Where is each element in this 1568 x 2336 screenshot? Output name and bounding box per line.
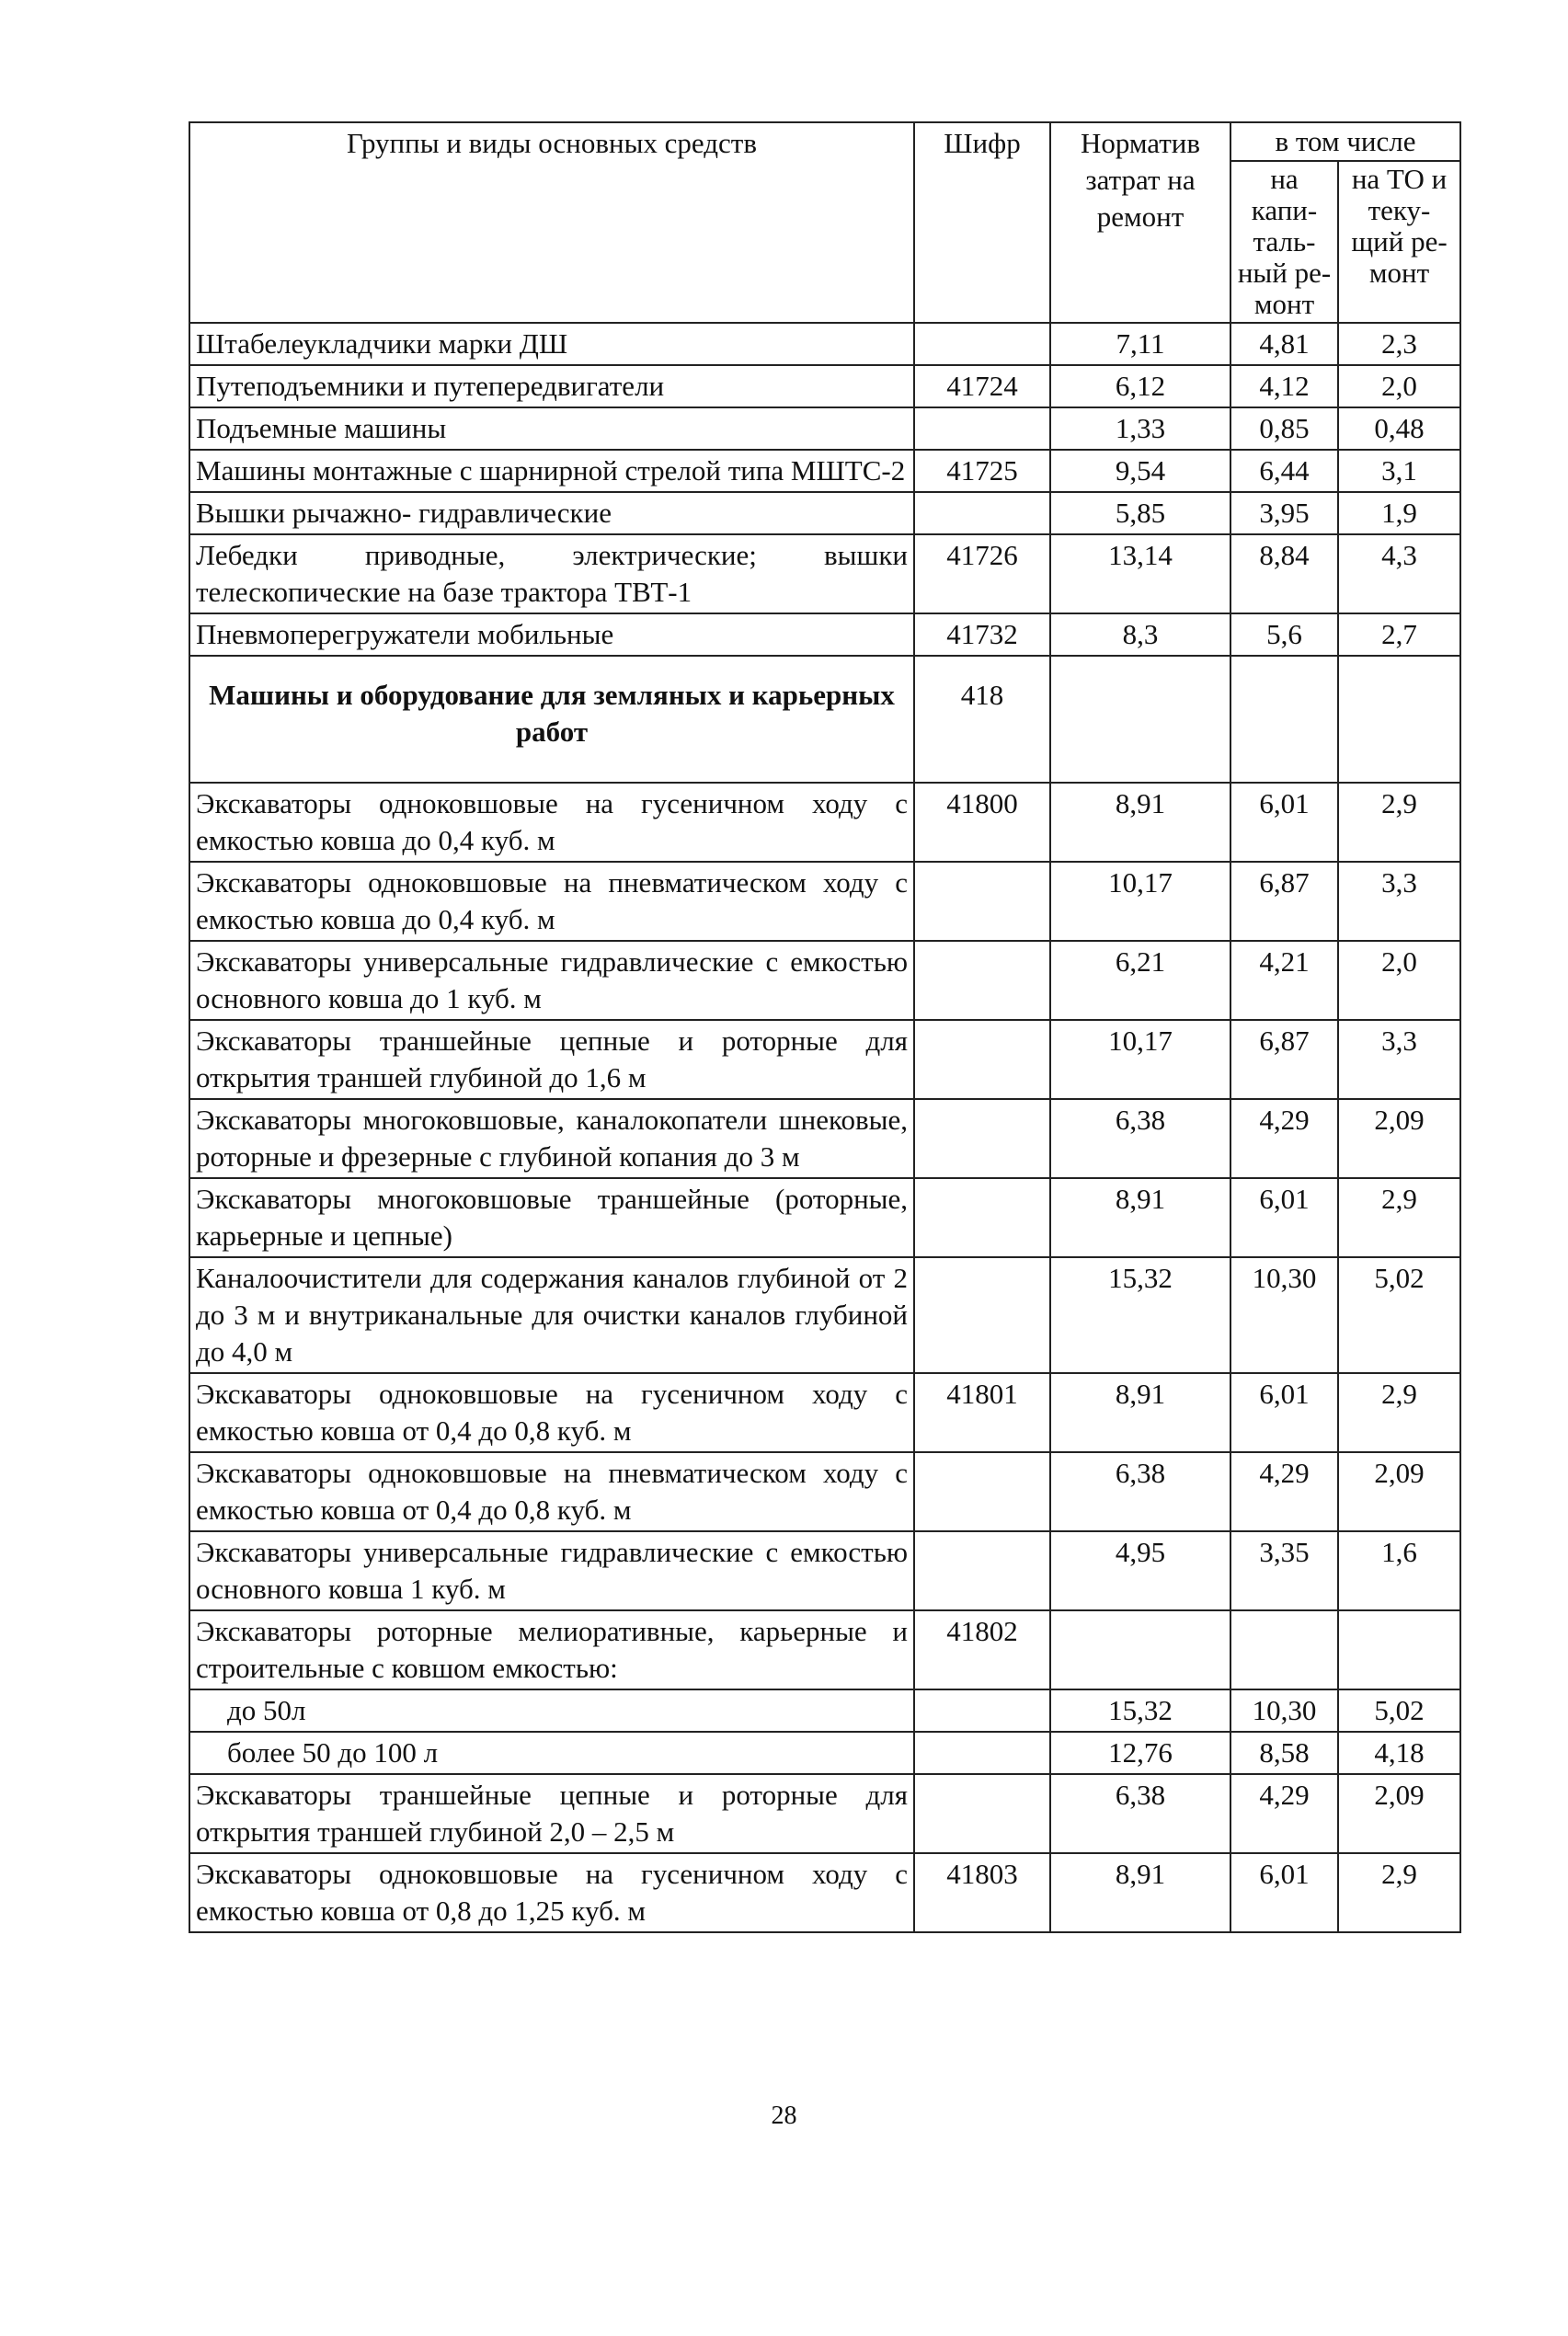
cell-current: 2,09 [1338, 1099, 1460, 1178]
cell-norm: 8,91 [1050, 1373, 1230, 1452]
table-row [189, 1531, 1460, 1610]
cell-norm: 15,32 [1050, 1689, 1230, 1732]
cell-current: 1,6 [1338, 1531, 1460, 1610]
table-row [189, 1178, 1460, 1257]
cell-code: 418 [914, 656, 1050, 783]
cell-norm: 7,11 [1050, 323, 1230, 365]
cell-name: Экскаваторы одноковшовые на пневматическом ходу с емкостью ковша от 0,4 до 0,8 куб. м [189, 1452, 914, 1531]
cell-current: 2,0 [1338, 365, 1460, 407]
cell-name: Машины и оборудование для земляных и карьерных работ [189, 656, 914, 783]
cell-name: Экскаваторы одноковшовые на гусеничном ходу с емкостью ковша до 0,4 куб. м [189, 783, 914, 862]
table-row [189, 941, 1460, 1020]
cell-current: 3,1 [1338, 450, 1460, 492]
cell-current: 4,3 [1338, 534, 1460, 613]
header-name: Группы и виды основных средств [189, 122, 914, 323]
cell-name: Экскаваторы универсальные гидравлические с емкостью основного ковша 1 куб. м [189, 1531, 914, 1610]
cell-name: Пневмоперегружатели мобильные [189, 613, 914, 656]
cell-capital: 6,01 [1230, 1178, 1338, 1257]
cell-name: Лебедки приводные, электрические; вышки телескопические на базе трактора ТВТ-1 [189, 534, 914, 613]
cell-current: 2,9 [1338, 1373, 1460, 1452]
cell-code [914, 323, 1050, 365]
table-row [189, 1099, 1460, 1178]
header-norm: Норматив затрат на ремонт [1050, 122, 1230, 323]
cell-norm: 8,3 [1050, 613, 1230, 656]
cell-capital: 5,6 [1230, 613, 1338, 656]
cell-code: 41801 [914, 1373, 1050, 1452]
cell-code [914, 941, 1050, 1020]
cell-capital: 8,58 [1230, 1732, 1338, 1774]
cell-capital: 4,29 [1230, 1099, 1338, 1178]
cell-capital: 6,87 [1230, 1020, 1338, 1099]
cell-name: Штабелеукладчики марки ДШ [189, 323, 914, 365]
cell-name: Экскаваторы траншейные цепные и роторные для открытия траншей глубиной 2,0 – 2,5 м [189, 1774, 914, 1853]
cell-code [914, 407, 1050, 450]
cell-name: Экскаваторы многоковшовые траншейные (роторные, карьерные и цепные) [189, 1178, 914, 1257]
cell-capital: 3,95 [1230, 492, 1338, 534]
header-including: в том числе [1230, 122, 1460, 161]
cell-current: 3,3 [1338, 862, 1460, 941]
table-row [189, 323, 1460, 365]
cell-capital: 6,01 [1230, 1373, 1338, 1452]
cell-capital: 4,29 [1230, 1452, 1338, 1531]
table-row [189, 492, 1460, 534]
table-row [189, 1853, 1460, 1932]
cell-current: 2,9 [1338, 1178, 1460, 1257]
header-code: Шифр [914, 122, 1050, 323]
cell-current: 2,7 [1338, 613, 1460, 656]
cell-norm: 6,38 [1050, 1774, 1230, 1853]
cell-name: Путеподъемники и путепередвигатели [189, 365, 914, 407]
cell-code [914, 862, 1050, 941]
cell-current: 0,48 [1338, 407, 1460, 450]
repair-norms-table [189, 121, 1461, 1933]
table-row [189, 407, 1460, 450]
cell-capital: 6,01 [1230, 1853, 1338, 1932]
table-row [189, 613, 1460, 656]
cell-current: 1,9 [1338, 492, 1460, 534]
cell-norm: 10,17 [1050, 862, 1230, 941]
cell-norm: 12,76 [1050, 1732, 1230, 1774]
table-row [189, 1373, 1460, 1452]
table-row [189, 534, 1460, 613]
cell-code [914, 1732, 1050, 1774]
cell-name: Экскаваторы многоковшовые, каналокопатели шнековые, роторные и фрезерные с глубиной копания до 3 м [189, 1099, 914, 1178]
cell-name: Экскаваторы одноковшовые на гусеничном ходу с емкостью ковша от 0,4 до 0,8 куб. м [189, 1373, 914, 1452]
cell-code [914, 1020, 1050, 1099]
cell-norm: 5,85 [1050, 492, 1230, 534]
cell-capital: 6,01 [1230, 783, 1338, 862]
cell-code [914, 1178, 1050, 1257]
cell-name: Вышки рычажно- гидравлические [189, 492, 914, 534]
cell-current: 2,09 [1338, 1774, 1460, 1853]
header-capital: на капи-таль-ный ре-монт [1230, 161, 1338, 323]
cell-code: 41800 [914, 783, 1050, 862]
cell-name: Машины монтажные с шарнирной стрелой типа МШТС-2 [189, 450, 914, 492]
cell-norm: 8,91 [1050, 1178, 1230, 1257]
cell-norm: 1,33 [1050, 407, 1230, 450]
cell-name: Экскаваторы одноковшовые на гусеничном ходу с емкостью ковша от 0,8 до 1,25 куб. м [189, 1853, 914, 1932]
cell-capital: 0,85 [1230, 407, 1338, 450]
table-row [189, 450, 1460, 492]
table-row [189, 365, 1460, 407]
table-row [189, 1020, 1460, 1099]
table-row [189, 1732, 1460, 1774]
cell-code [914, 1774, 1050, 1853]
cell-norm: 6,21 [1050, 941, 1230, 1020]
cell-norm: 9,54 [1050, 450, 1230, 492]
cell-capital [1230, 656, 1338, 783]
table-row [189, 783, 1460, 862]
cell-current: 5,02 [1338, 1257, 1460, 1373]
cell-code: 41724 [914, 365, 1050, 407]
cell-current: 2,9 [1338, 1853, 1460, 1932]
cell-name: Экскаваторы одноковшовые на пневматическом ходу с емкостью ковша до 0,4 куб. м [189, 862, 914, 941]
table-row [189, 1452, 1460, 1531]
cell-capital: 4,29 [1230, 1774, 1338, 1853]
page-number: 28 [771, 2101, 797, 2130]
cell-capital: 6,87 [1230, 862, 1338, 941]
cell-name: Каналоочистители для содержания каналов глубиной от 2 до 3 м и внутриканальные для очистки каналов глубиной до 4,0 м [189, 1257, 914, 1373]
cell-name: Подъемные машины [189, 407, 914, 450]
cell-capital: 10,30 [1230, 1257, 1338, 1373]
table-row [189, 1257, 1460, 1373]
cell-code [914, 1531, 1050, 1610]
cell-capital: 4,21 [1230, 941, 1338, 1020]
cell-capital: 8,84 [1230, 534, 1338, 613]
cell-code: 41803 [914, 1853, 1050, 1932]
cell-norm: 6,38 [1050, 1099, 1230, 1178]
cell-name: более 50 до 100 л [189, 1732, 914, 1774]
table-row [189, 1610, 1460, 1689]
cell-code [914, 1257, 1050, 1373]
cell-code [914, 1099, 1050, 1178]
cell-code: 41725 [914, 450, 1050, 492]
cell-code [914, 1689, 1050, 1732]
cell-norm [1050, 656, 1230, 783]
cell-capital [1230, 1610, 1338, 1689]
cell-name: Экскаваторы универсальные гидравлические с емкостью основного ковша до 1 куб. м [189, 941, 914, 1020]
cell-norm: 8,91 [1050, 783, 1230, 862]
cell-code [914, 1452, 1050, 1531]
cell-capital: 3,35 [1230, 1531, 1338, 1610]
cell-code: 41802 [914, 1610, 1050, 1689]
cell-capital: 4,12 [1230, 365, 1338, 407]
cell-current [1338, 656, 1460, 783]
header-row [189, 122, 1460, 161]
table-row [189, 862, 1460, 941]
cell-name: Экскаваторы роторные мелиоративные, карьерные и строительные с ковшом емкостью: [189, 1610, 914, 1689]
cell-current: 5,02 [1338, 1689, 1460, 1732]
cell-current: 4,18 [1338, 1732, 1460, 1774]
cell-norm: 6,12 [1050, 365, 1230, 407]
cell-norm: 4,95 [1050, 1531, 1230, 1610]
cell-code: 41732 [914, 613, 1050, 656]
cell-current: 3,3 [1338, 1020, 1460, 1099]
cell-current: 2,09 [1338, 1452, 1460, 1531]
cell-code [914, 492, 1050, 534]
cell-capital: 4,81 [1230, 323, 1338, 365]
cell-current: 2,9 [1338, 783, 1460, 862]
header-current: на ТО и теку-щий ре-монт [1338, 161, 1460, 323]
cell-norm: 6,38 [1050, 1452, 1230, 1531]
cell-norm: 15,32 [1050, 1257, 1230, 1373]
cell-code: 41726 [914, 534, 1050, 613]
cell-current: 2,3 [1338, 323, 1460, 365]
cell-current: 2,0 [1338, 941, 1460, 1020]
table-row [189, 1774, 1460, 1853]
cell-capital: 6,44 [1230, 450, 1338, 492]
cell-norm: 8,91 [1050, 1853, 1230, 1932]
section-row [189, 656, 1460, 783]
table-row [189, 1689, 1460, 1732]
cell-norm: 13,14 [1050, 534, 1230, 613]
cell-name: Экскаваторы траншейные цепные и роторные для открытия траншей глубиной до 1,6 м [189, 1020, 914, 1099]
table-body [189, 323, 1460, 1932]
cell-norm: 10,17 [1050, 1020, 1230, 1099]
cell-current [1338, 1610, 1460, 1689]
cell-capital: 10,30 [1230, 1689, 1338, 1732]
cell-name: до 50л [189, 1689, 914, 1732]
cell-norm [1050, 1610, 1230, 1689]
